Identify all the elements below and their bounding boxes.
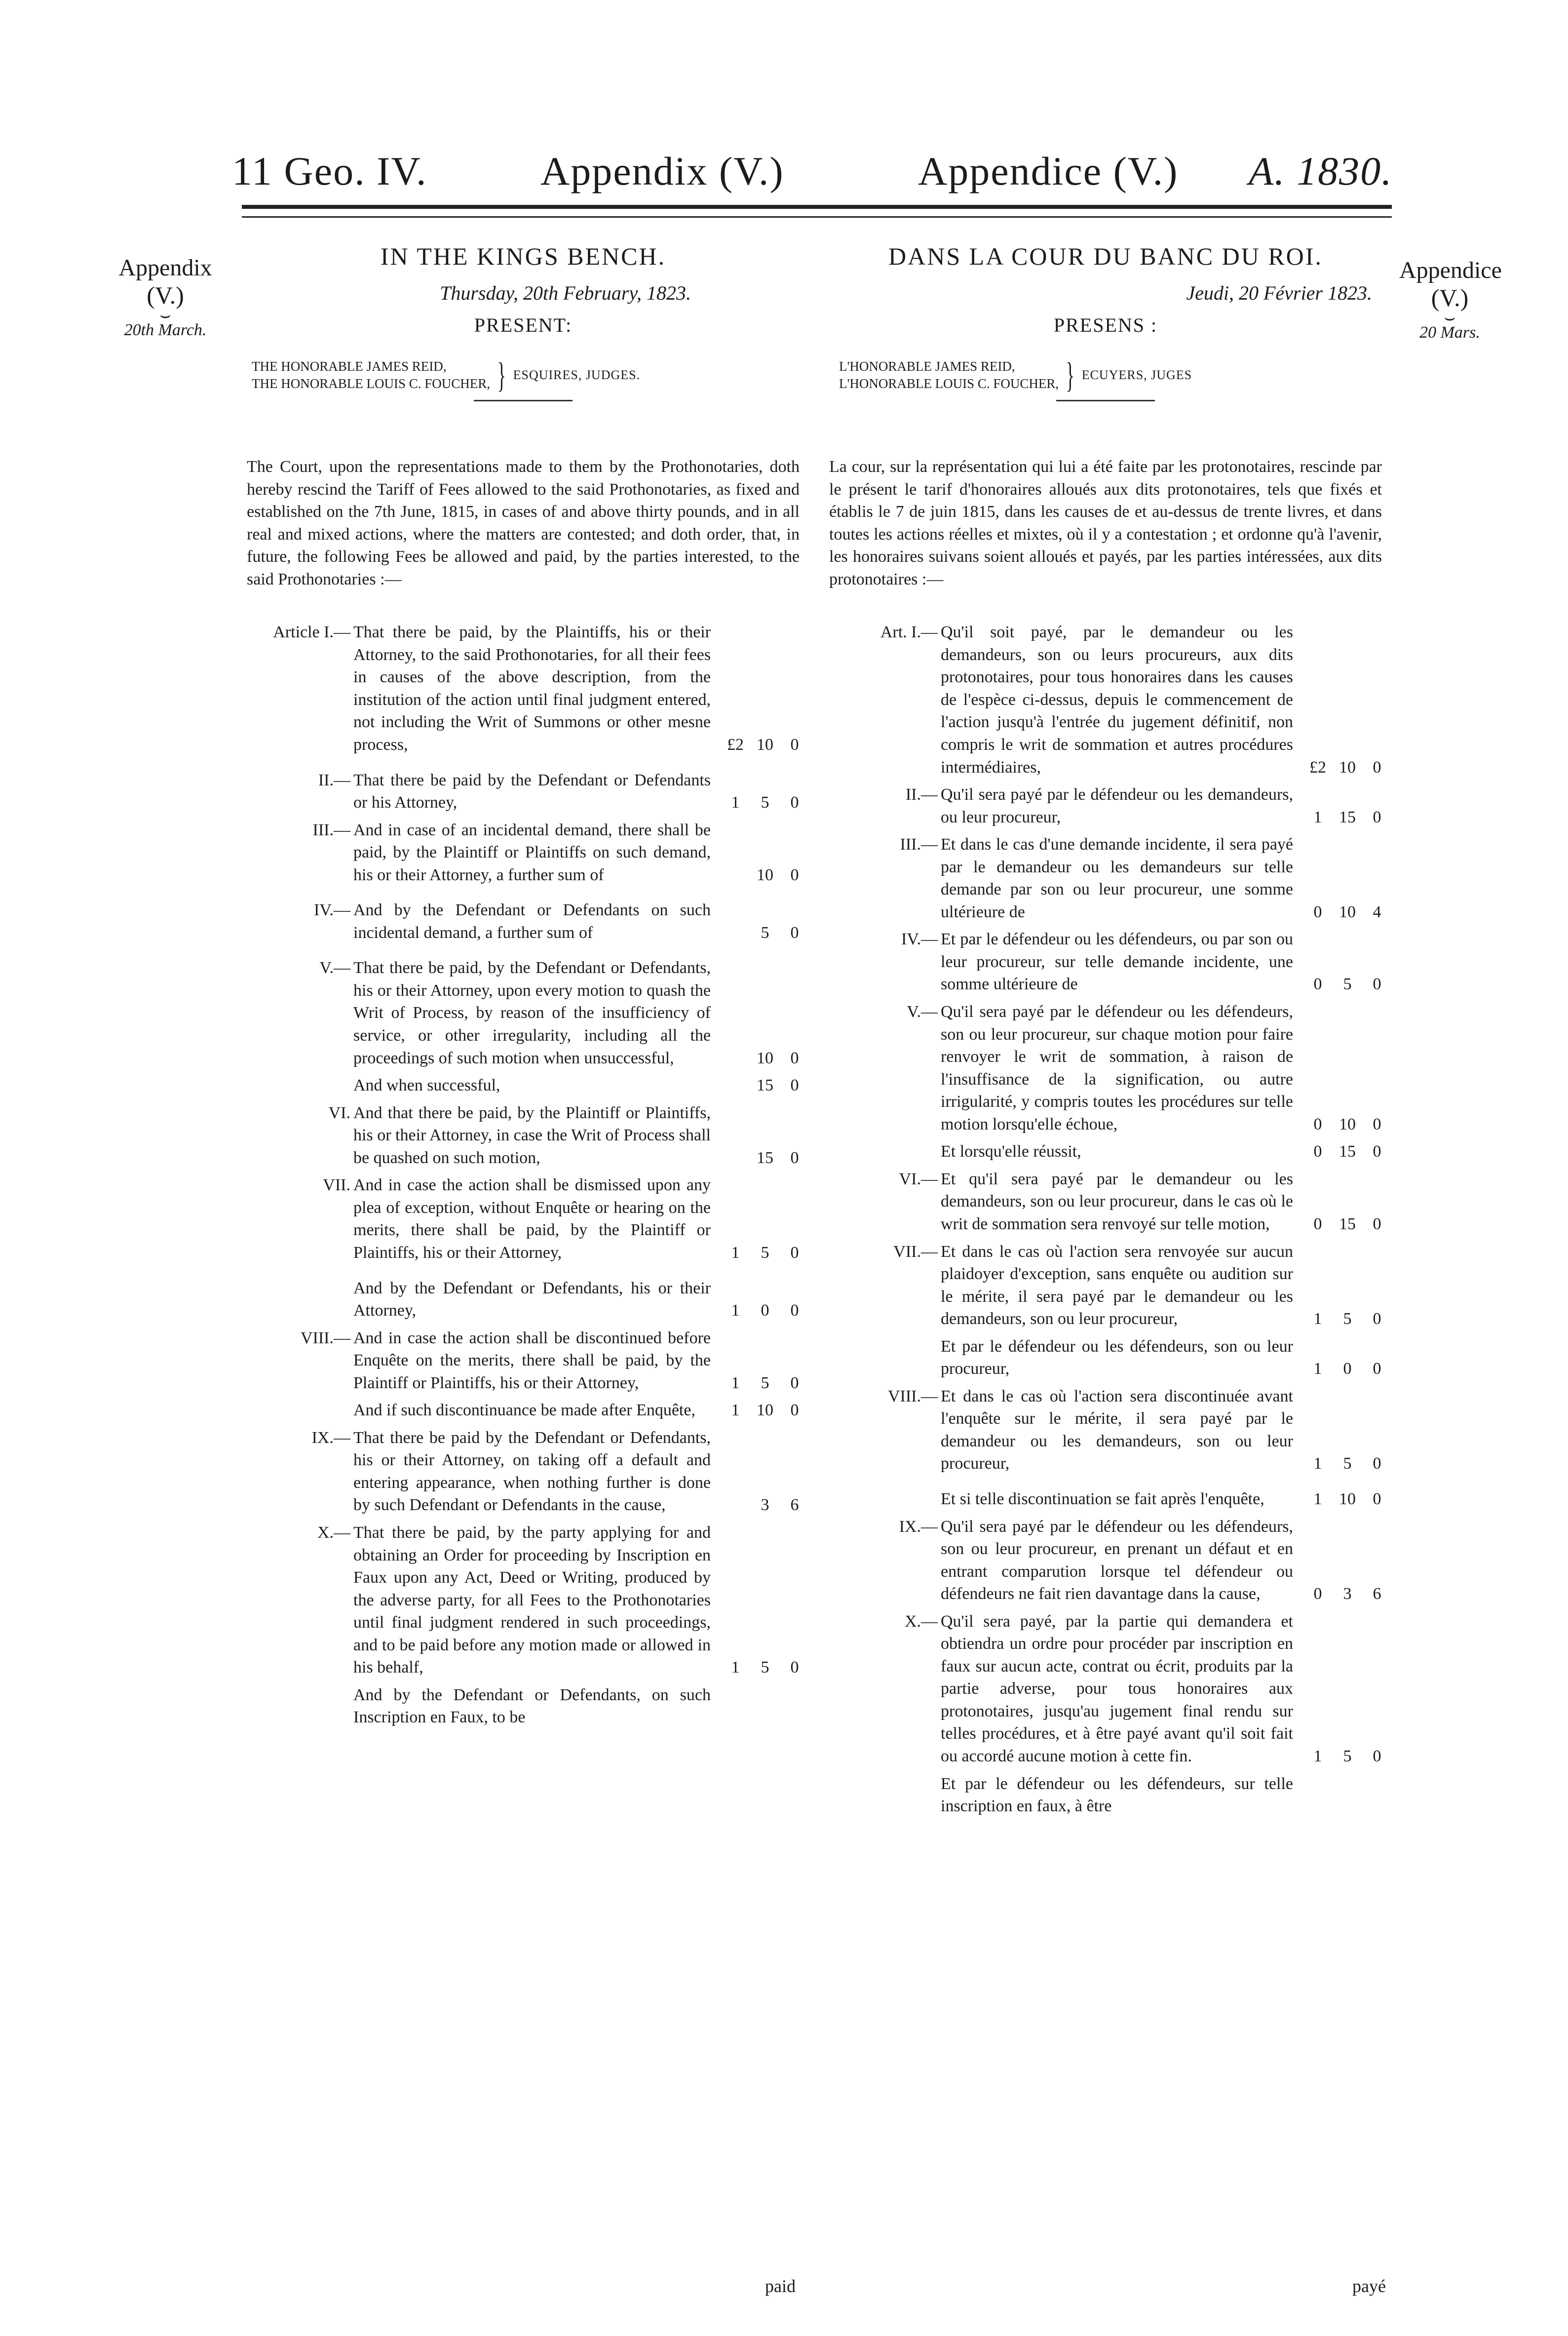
fee-shillings: 15 xyxy=(1339,1142,1356,1161)
article-text: And in case the action shall be discontinued before Enquête on the merits, there shall be paid, by the Plaintiff or Plaintiffs, his or their Attorney, xyxy=(353,1328,711,1392)
fee-pounds xyxy=(721,1047,750,1070)
fee-pounds: 0 xyxy=(1313,1142,1322,1161)
article-gap xyxy=(237,1169,809,1174)
margin-right-date: 20 Mars. xyxy=(1419,323,1480,342)
brace-icon: } xyxy=(1066,355,1075,395)
article-gap xyxy=(237,1097,809,1102)
court-title-french: DANS LA COUR DU BANC DU ROI. xyxy=(888,242,1323,270)
fee-shillings: 10 xyxy=(757,865,773,884)
fee-article xyxy=(237,899,809,944)
fee-amount xyxy=(711,791,809,814)
fee-pounds xyxy=(721,1074,750,1097)
fee-article xyxy=(237,1277,809,1322)
fee-shillings: 0 xyxy=(1343,1360,1352,1378)
article-text: Qu'il sera payé, par la partie qui demandera et obtiendra un ordre pour procéder par inscription en faux sur aucun acte, contrat ou écrit, produits par la partie adverse, pour tous honoraires aux protonotaires, jusqu'au jugement final rendu sur telles procédures, et à être payé avant qu'il soit fait ou accordé aucune motion à cette fin. xyxy=(941,1612,1293,1765)
fee-article xyxy=(819,1610,1392,1768)
fee-pounds: 0 xyxy=(1313,1585,1322,1603)
article-number: IX.— xyxy=(311,1428,350,1447)
article-text: Et par le défendeur ou les défendeurs, son ou leur procureur, xyxy=(941,1337,1293,1378)
article-number: VI.— xyxy=(899,1169,938,1188)
article-gap xyxy=(237,1679,809,1684)
fee-pounds xyxy=(721,864,750,887)
fee-amount xyxy=(711,1656,809,1679)
margin-left-title: Appendix xyxy=(118,255,212,281)
present-heading-english: PRESENT: xyxy=(474,314,573,336)
fee-amount xyxy=(1293,1113,1392,1136)
present-heading-french: PRESENS : xyxy=(1053,314,1158,336)
appendix-heading-french: Appendice (V.) xyxy=(918,149,1179,194)
fee-pounds: 1 xyxy=(731,1658,740,1677)
margin-right-title: Appendice xyxy=(1399,257,1502,283)
article-gap xyxy=(819,1605,1392,1610)
fee-amount xyxy=(711,1074,809,1097)
header-rule-thick xyxy=(242,205,1392,209)
article-text: That there be paid, by the Defendant or Defendants, his or their Attorney, upon every motion to quash the Writ of Process, by reason of the insufficiency of service, or other irregularity, including all the proceedings of such motion when unsuccessful, xyxy=(353,959,711,1067)
fee-article xyxy=(819,1241,1392,1330)
court-title-english: IN THE KINGS BENCH. xyxy=(380,242,666,270)
fee-article xyxy=(237,1102,809,1169)
article-gap xyxy=(237,1517,809,1521)
fee-amount xyxy=(1293,1358,1392,1380)
article-gap xyxy=(237,1422,809,1427)
catchword-english: paid xyxy=(765,2276,796,2296)
fee-articles-english xyxy=(237,621,809,1729)
article-number: X.— xyxy=(904,1612,938,1631)
fee-article xyxy=(819,833,1392,923)
fee-amount xyxy=(711,1299,809,1322)
article-number: Article I.— xyxy=(273,623,350,642)
fee-pence: 0 xyxy=(1373,1115,1381,1133)
header-rule-thin xyxy=(242,216,1392,218)
fee-pence: 0 xyxy=(790,1401,799,1420)
fee-pence: 0 xyxy=(790,1049,799,1067)
fee-article xyxy=(819,1001,1392,1135)
fee-shillings: 10 xyxy=(1339,1489,1356,1508)
article-number: Art. I.— xyxy=(880,623,938,642)
fee-pence: 0 xyxy=(790,793,799,812)
article-text: Et par le défendeur ou les défendeurs, ou par son ou leur procureur, sur telle demande incidente, une somme ultérieure de xyxy=(941,930,1293,994)
fee-pounds: £2 xyxy=(1309,758,1326,777)
article-text: And in case the action shall be dismissed upon any plea of exception, without Enquête or hearing on the merits, there shall be paid, by the Plaintiff or Plaintiffs, his or their Attorney, xyxy=(353,1176,711,1262)
fee-pence: 0 xyxy=(790,923,799,942)
fee-shillings: 10 xyxy=(1339,902,1356,921)
fee-articles-french xyxy=(819,621,1392,1817)
article-gap xyxy=(819,1511,1392,1516)
fee-shillings: 10 xyxy=(1339,1115,1356,1133)
fee-shillings: 5 xyxy=(1343,1747,1352,1765)
fee-pence: 6 xyxy=(790,1496,799,1515)
fee-shillings: 3 xyxy=(1343,1585,1352,1603)
intro-paragraph-french: La cour, sur la représentation qui lui a été faite par les protonotaires, rescinde par le présent le tarif d'honoraires alloués aux dits protonotaires, tels que fixés et établis le 7 de juin 1815, dans les causes de et au-dessus de trente livres, et dans toutes les actions réelles et mixtes, où il y a contestation ; et ordonne qu'à l'avenir, les honoraires suivans soient alloués et payés, par les parties intéressées, aux dits protonotaires :— xyxy=(829,458,1382,588)
fee-article xyxy=(237,1074,809,1097)
fee-article xyxy=(237,1521,809,1679)
year-heading: A. 1830. xyxy=(1249,149,1393,194)
fee-shillings: 5 xyxy=(761,793,769,812)
fee-shillings: 15 xyxy=(757,1076,773,1095)
article-text: That there be paid by the Defendant or Defendants, his or their Attorney, on taking off a default and entering appearance, when nothing further is done by such Defendant or Defendants in the cause, xyxy=(353,1428,711,1515)
fee-pounds: 1 xyxy=(731,793,740,812)
article-text: And when successful, xyxy=(353,1076,500,1095)
article-gap xyxy=(237,1264,809,1277)
fee-amount xyxy=(1293,901,1392,924)
fee-pounds: 1 xyxy=(1313,1747,1322,1765)
session-date-french: Jeudi, 20 Février 1823. xyxy=(1186,282,1372,304)
judges-block-english xyxy=(252,357,809,393)
margin-right-mark: (V.) xyxy=(1431,284,1469,312)
article-number: IX.— xyxy=(899,1517,938,1536)
judge-name: THE HONORABLE JAMES REID, xyxy=(252,358,447,374)
fee-pounds: 0 xyxy=(1313,975,1322,994)
margin-left-mark: (V.) xyxy=(147,281,184,310)
fee-pence: 0 xyxy=(1373,1142,1381,1161)
article-number: II.— xyxy=(318,771,350,789)
fee-pence: 0 xyxy=(1373,1360,1381,1378)
section-rule xyxy=(474,400,573,401)
fee-article xyxy=(819,1385,1392,1475)
margin-note-left xyxy=(116,254,215,340)
fee-pounds: 0 xyxy=(1313,902,1322,921)
fee-amount xyxy=(711,734,809,756)
fee-pounds: 0 xyxy=(1313,1115,1322,1133)
fee-pounds: 1 xyxy=(1313,1310,1322,1328)
article-text: Et dans le cas où l'action sera discontinuée avant l'enquête sur le mérite, il sera payé par le demandeur ou les demandeurs, son ou leur procureur, xyxy=(941,1387,1293,1473)
fee-amount xyxy=(711,922,809,944)
article-number: VII. xyxy=(323,1176,350,1195)
fee-pounds: 1 xyxy=(1313,1489,1322,1508)
article-gap xyxy=(819,1236,1392,1241)
fee-shillings: 5 xyxy=(761,1373,769,1392)
fee-amount xyxy=(1293,1140,1392,1163)
article-number: IV.— xyxy=(901,930,938,949)
article-gap xyxy=(237,1322,809,1327)
fee-shillings: 5 xyxy=(761,1658,769,1677)
fee-pence: 0 xyxy=(1373,1310,1381,1328)
fee-pence: 0 xyxy=(1373,808,1381,826)
article-text: Et si telle discontinuation se fait après l'enquête, xyxy=(941,1489,1264,1508)
fee-pence: 0 xyxy=(790,1373,799,1392)
article-number: IV.— xyxy=(314,901,350,920)
fee-pounds: 1 xyxy=(731,1301,740,1320)
article-number: V.— xyxy=(319,959,350,977)
fee-amount xyxy=(1293,1308,1392,1330)
fee-pence: 0 xyxy=(790,865,799,884)
article-text: Qu'il soit payé, par le demandeur ou les demandeurs, son ou leurs procureurs, aux dits protonotaires, pour tous honoraires dans les causes de l'espèce ci-dessus, depuis le commencement de l'action jusqu'à l'entrée du jugement définitif, non compris le writ de sommation et autres procédures intermédiaires, xyxy=(941,623,1293,777)
article-gap xyxy=(819,1475,1392,1488)
article-text: And by the Defendant or Defendants on such incidental demand, a further sum of xyxy=(353,901,711,942)
article-gap xyxy=(237,1069,809,1074)
fee-shillings: 15 xyxy=(757,1148,773,1167)
article-text: Et qu'il sera payé par le demandeur ou les demandeurs, son ou leur procureur, dans le cas où le writ de sommation sera renvoyé sur telle motion, xyxy=(941,1169,1293,1233)
french-column xyxy=(819,242,1392,1818)
fee-pounds: 1 xyxy=(1313,1360,1322,1378)
article-text: And by the Defendant or Defendants, on such Inscription en Faux, to be xyxy=(353,1685,711,1727)
fee-amount xyxy=(711,1399,809,1422)
article-gap xyxy=(819,1330,1392,1335)
fee-pence: 0 xyxy=(790,1148,799,1167)
judges-title: ECUYERS, JUGES xyxy=(1081,368,1192,383)
fee-article xyxy=(237,1684,809,1729)
fee-amount xyxy=(1293,806,1392,829)
fee-amount xyxy=(711,1147,809,1169)
article-number: VI. xyxy=(328,1103,350,1122)
fee-pounds: 1 xyxy=(731,1401,740,1420)
fee-shillings: 15 xyxy=(1339,1214,1356,1233)
fee-amount xyxy=(711,1494,809,1517)
article-number: III.— xyxy=(900,835,938,854)
article-number: VIII.— xyxy=(887,1387,938,1405)
fee-pounds: £2 xyxy=(727,736,744,754)
fee-shillings: 10 xyxy=(757,1401,773,1420)
fee-shillings: 5 xyxy=(1343,975,1352,994)
fee-amount xyxy=(711,1372,809,1395)
fee-pence: 0 xyxy=(1373,1214,1381,1233)
article-text: Qu'il sera payé par le défendeur ou les défendeurs, son ou leur procureur, sur chaque motion pour faire renvoyer le writ de sommation, à raison de l'insuffisance de la signification, ou autre irrigularité, y compris toutes les procédures sur telle motion lorsqu'elle échoue, xyxy=(941,1003,1293,1133)
session-heading: 11 Geo. IV. xyxy=(232,149,427,194)
fee-shillings: 10 xyxy=(757,736,773,754)
fee-pence: 0 xyxy=(1373,1454,1381,1473)
article-gap xyxy=(819,1163,1392,1168)
fee-pounds: 1 xyxy=(1313,808,1322,826)
fee-amount xyxy=(1293,973,1392,996)
session-date-english: Thursday, 20th February, 1823. xyxy=(440,282,691,304)
fee-pence: 0 xyxy=(790,1301,799,1320)
fee-pence: 0 xyxy=(790,1658,799,1677)
fee-pounds: 1 xyxy=(731,1243,740,1262)
fee-article xyxy=(237,1327,809,1395)
article-gap xyxy=(819,828,1392,833)
judge-name: L'HONORABLE LOUIS C. FOUCHER, xyxy=(839,376,1059,391)
article-number: VIII.— xyxy=(300,1328,350,1347)
fee-article xyxy=(237,1427,809,1517)
article-text: Et dans le cas d'une demande incidente, il sera payé par le demandeur ou les demandeurs sur telle demande par son ou leur procureur, une somme ultérieure de xyxy=(941,835,1293,921)
article-number: V.— xyxy=(907,1003,938,1021)
fee-article xyxy=(819,621,1392,779)
article-gap xyxy=(819,779,1392,783)
fee-pence: 0 xyxy=(1373,975,1381,994)
article-text: Et par le défendeur ou les défendeurs, sur telle inscription en faux, à être xyxy=(941,1774,1293,1816)
fee-article xyxy=(819,1335,1392,1380)
fee-amount xyxy=(1293,1583,1392,1605)
fee-pounds xyxy=(721,922,750,944)
margin-note-right xyxy=(1399,257,1500,342)
brace-icon: } xyxy=(497,355,506,395)
article-gap xyxy=(819,1135,1392,1140)
article-gap xyxy=(819,1380,1392,1385)
fee-pence: 4 xyxy=(1373,902,1381,921)
article-gap xyxy=(237,944,809,957)
fee-article xyxy=(819,1516,1392,1605)
article-gap xyxy=(237,756,809,769)
english-column xyxy=(237,242,809,1729)
article-text: And in case of an incidental demand, there shall be paid, by the Plaintiff or Plaintiffs on such demand, his or their Attorney, a further sum of xyxy=(353,820,711,884)
fee-amount xyxy=(711,1242,809,1264)
fee-pence: 6 xyxy=(1373,1585,1381,1603)
fee-pounds: 1 xyxy=(731,1373,740,1392)
article-text: Et lorsqu'elle réussit, xyxy=(941,1142,1081,1161)
article-number: X.— xyxy=(317,1523,350,1542)
article-text: That there be paid, by the Plaintiffs, his or their Attorney, to the said Prothonotaries, for all their fees in causes of the above description, from the institution of the action until final judgment entered, not including the Writ of Summons or other mesne process, xyxy=(353,623,711,754)
fee-amount xyxy=(1293,756,1392,779)
flourish-ornament-icon: ⌣ xyxy=(1444,307,1456,327)
judges-title: ESQUIRES, JUDGES. xyxy=(513,368,641,383)
fee-shillings: 3 xyxy=(761,1496,769,1515)
article-number: VII.— xyxy=(893,1242,938,1261)
section-rule xyxy=(1056,400,1155,401)
fee-shillings: 5 xyxy=(1343,1454,1352,1473)
fee-shillings: 10 xyxy=(1339,758,1356,777)
fee-pounds xyxy=(721,1147,750,1169)
fee-pence: 0 xyxy=(1373,1489,1381,1508)
fee-shillings: 0 xyxy=(761,1301,769,1320)
fee-article xyxy=(237,769,809,814)
fee-article xyxy=(237,1174,809,1264)
fee-pounds: 0 xyxy=(1313,1214,1322,1233)
fee-pounds: 1 xyxy=(1313,1454,1322,1473)
fee-shillings: 5 xyxy=(761,1243,769,1262)
fee-amount xyxy=(1293,1745,1392,1768)
fee-shillings: 5 xyxy=(1343,1310,1352,1328)
appendix-heading-english: Appendix (V.) xyxy=(540,149,784,194)
fee-pence: 0 xyxy=(1373,758,1381,777)
article-number: III.— xyxy=(312,820,350,839)
article-text: Qu'il sera payé par le défendeur ou les défendeurs, son ou leur procureur, en prenant un défaut et en entrant comparution lorsque tel défendeur ou défendeurs ne fait rien davantage dans la cause, xyxy=(941,1517,1293,1603)
article-number: II.— xyxy=(905,785,938,804)
fee-amount xyxy=(1293,1452,1392,1475)
fee-article xyxy=(819,1140,1392,1163)
fee-pence: 0 xyxy=(790,1243,799,1262)
fee-amount xyxy=(1293,1488,1392,1511)
article-text: That there be paid by the Defendant or Defendants or his Attorney, xyxy=(353,771,711,812)
fee-article xyxy=(237,1399,809,1422)
judge-name: L'HONORABLE JAMES REID, xyxy=(839,358,1015,374)
fee-article xyxy=(819,928,1392,996)
fee-amount xyxy=(711,864,809,887)
fee-pence: 0 xyxy=(790,1076,799,1095)
article-gap xyxy=(819,996,1392,1001)
article-gap xyxy=(819,923,1392,928)
article-text: Qu'il sera payé par le défendeur ou les demandeurs, ou leur procureur, xyxy=(941,785,1293,826)
fee-pence: 0 xyxy=(1373,1747,1381,1765)
article-gap xyxy=(237,886,809,899)
article-gap xyxy=(237,814,809,819)
article-text: And by the Defendant or Defendants, his or their Attorney, xyxy=(353,1279,711,1320)
fee-shillings: 5 xyxy=(761,923,769,942)
fee-shillings: 10 xyxy=(757,1049,773,1067)
fee-pence: 0 xyxy=(790,736,799,754)
fee-article xyxy=(237,819,809,887)
article-text: And if such discontinuance be made after Enquête, xyxy=(353,1401,695,1420)
article-text: That there be paid, by the party applying for and obtaining an Order for proceeding by Inscription en Faux upon any Act, Deed or Writing, produced by the adverse party, for all Fees to the Prothonotaries until final judgment rendered in such proceedings, and to be paid before any motion made or allowed in his behalf, xyxy=(353,1523,711,1677)
catchword-french: payé xyxy=(1352,2276,1386,2296)
flourish-ornament-icon: ⌣ xyxy=(159,305,171,325)
fee-amount xyxy=(711,1047,809,1070)
article-text: Et dans le cas où l'action sera renvoyée sur aucun plaidoyer d'exception, sans enquête ou audition sur le mérite, il sera payé par le demandeur ou les demandeurs, son ou leur procureur, xyxy=(941,1242,1293,1328)
article-gap xyxy=(819,1768,1392,1773)
fee-article xyxy=(237,957,809,1069)
article-text: And that there be paid, by the Plaintiff or Plaintiffs, his or their Attorney, in case the Writ of Process shall be quashed on such motion, xyxy=(353,1103,711,1167)
fee-article xyxy=(819,783,1392,828)
fee-article xyxy=(819,1168,1392,1236)
margin-left-date: 20th March. xyxy=(124,321,207,340)
fee-amount xyxy=(1293,1213,1392,1236)
article-gap xyxy=(237,1394,809,1399)
judge-name: THE HONORABLE LOUIS C. FOUCHER, xyxy=(252,376,491,391)
fee-shillings: 15 xyxy=(1339,808,1356,826)
fee-pounds xyxy=(721,1494,750,1517)
fee-article xyxy=(237,621,809,756)
intro-paragraph-english: The Court, upon the representations made to them by the Prothonotaries, doth hereby rescind the Tariff of Fees allowed to the said Prothonotaries, as fixed and established on the 7th June, 1815, in cases of and above thirty pounds, and in all real and mixed actions, where the matters are contested; and doth order, that, in future, the following Fees be allowed and paid, by the parties interested, to the said Prothonotaries :— xyxy=(247,458,800,588)
judges-block-french xyxy=(839,357,1392,393)
fee-article xyxy=(819,1773,1392,1818)
fee-article xyxy=(819,1488,1392,1511)
